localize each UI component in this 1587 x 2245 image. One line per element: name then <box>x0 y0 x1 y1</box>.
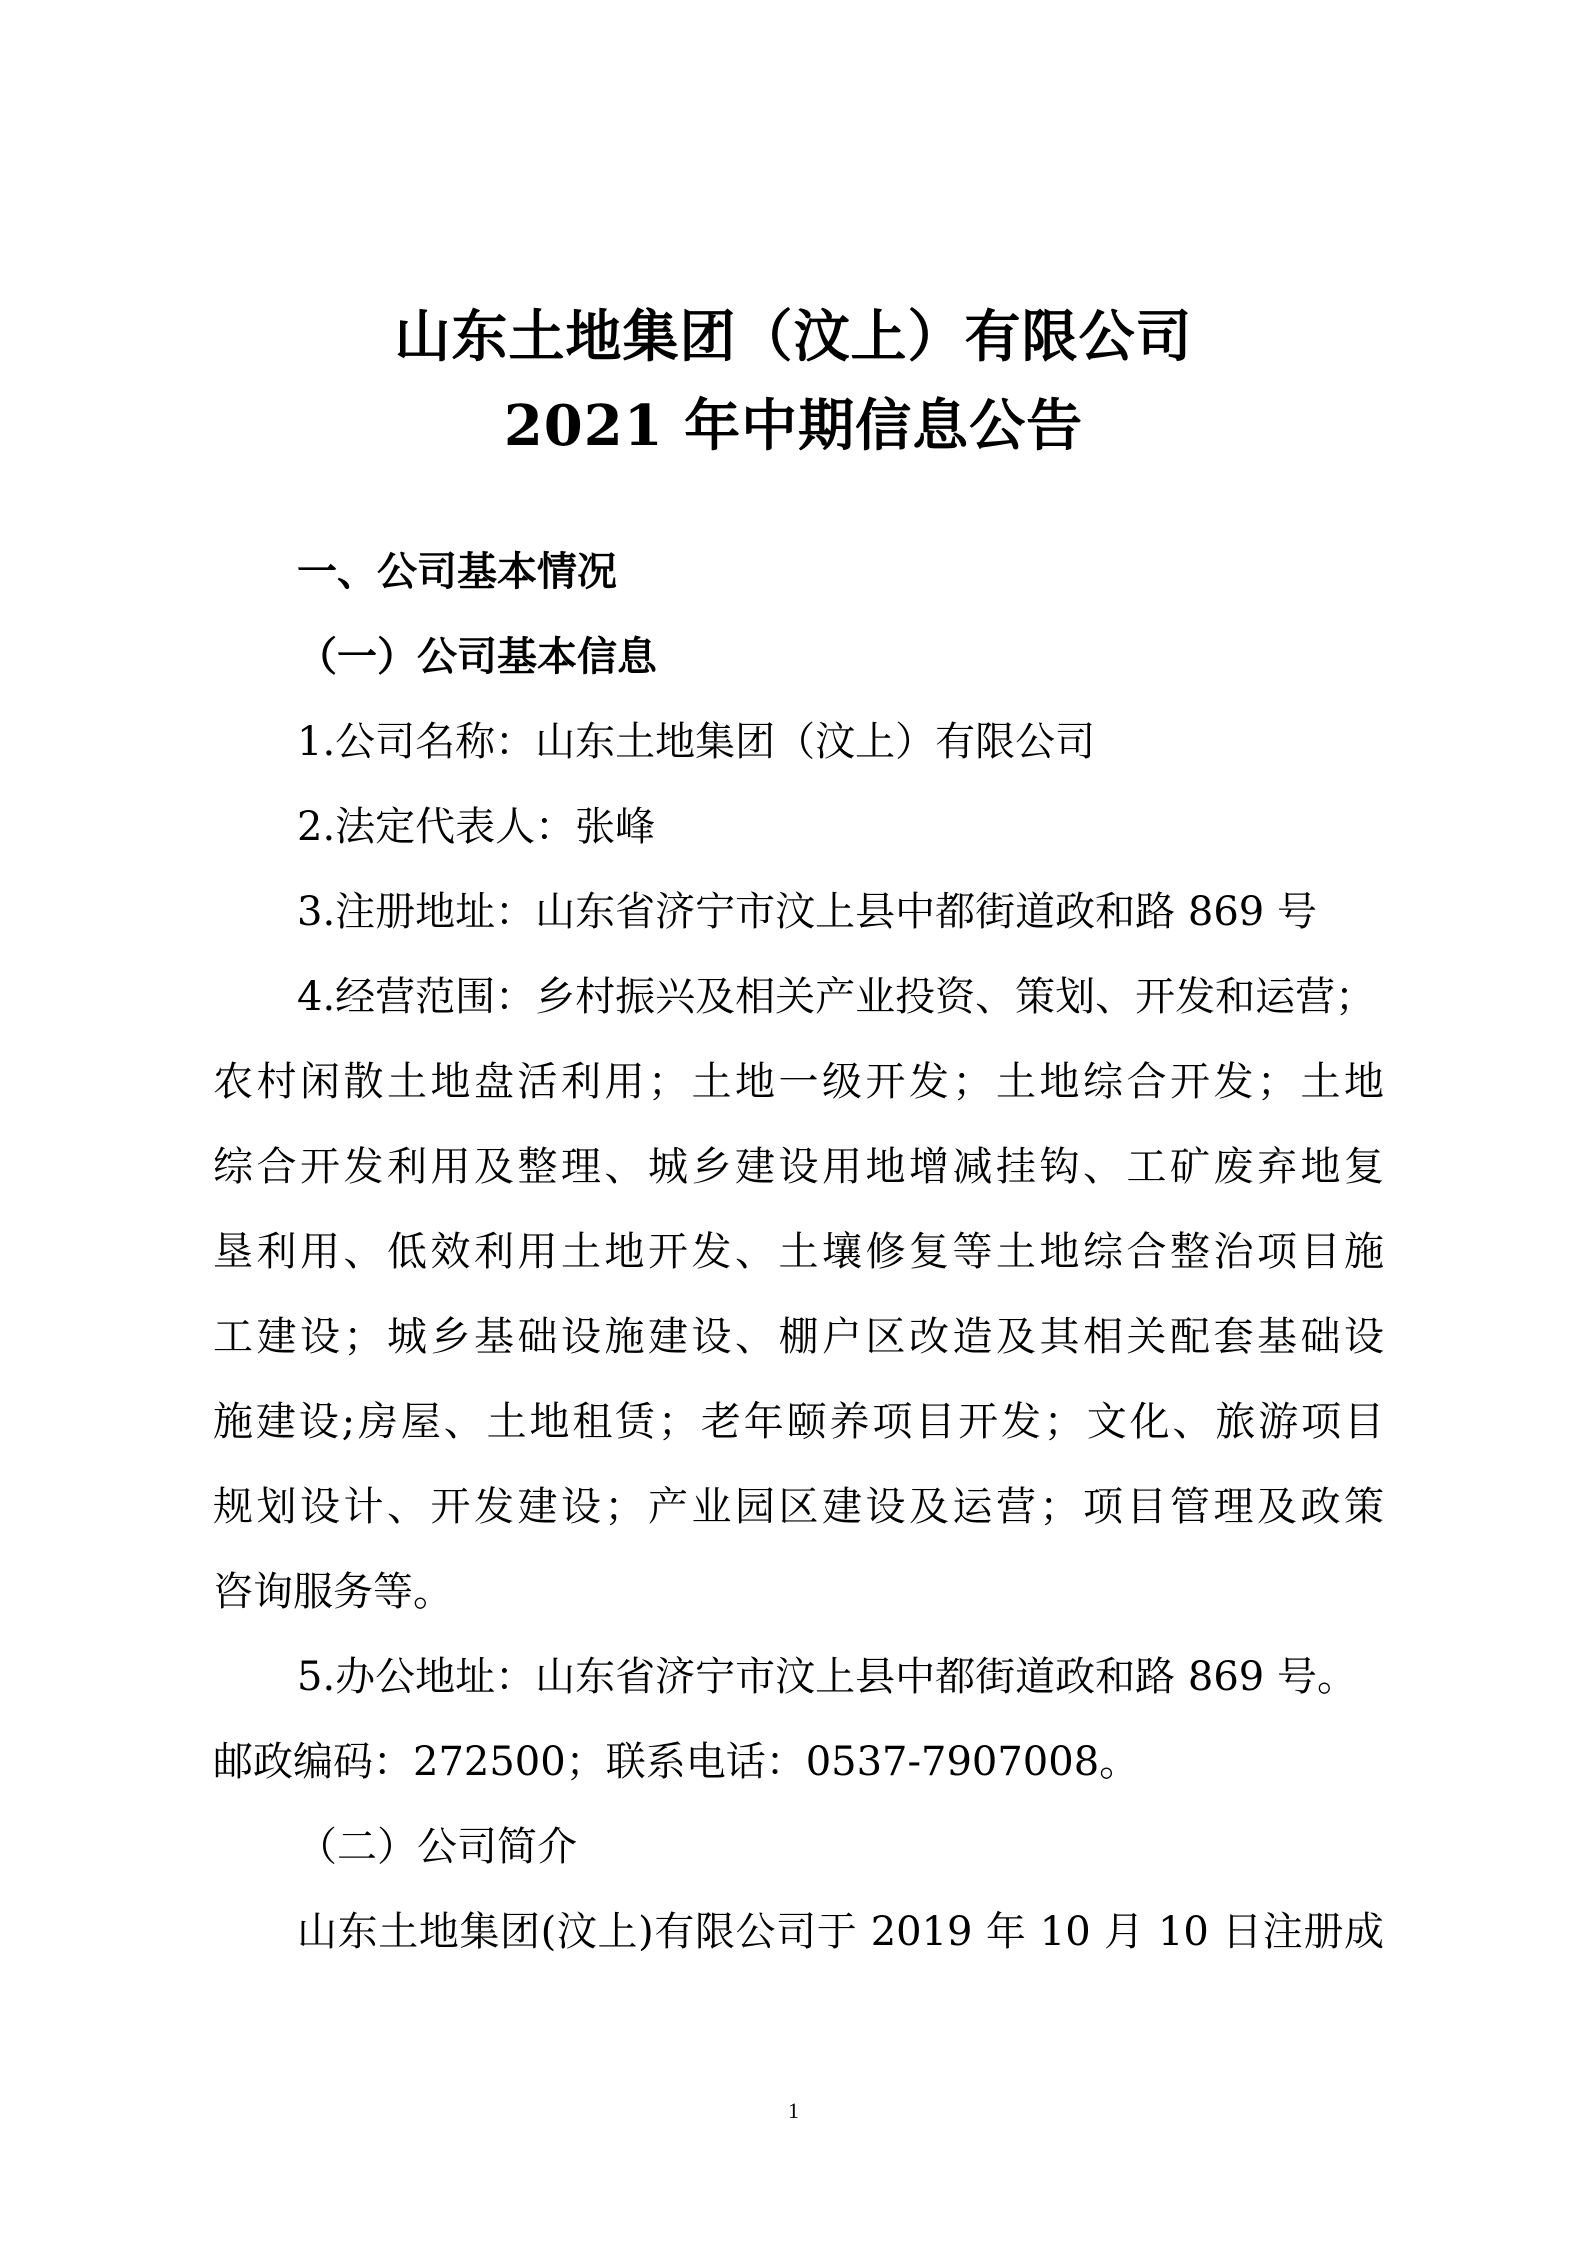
business-scope-line: 咨询服务等。 <box>213 1569 453 1615</box>
subsection-heading-company-intro: （二）公司简介 <box>297 1824 577 1870</box>
info-item-company-name: 1.公司名称：山东土地集团（汶上）有限公司 <box>297 719 1096 765</box>
info-item-legal-representative: 2.法定代表人：张峰 <box>297 804 656 850</box>
business-scope-line: 农村闲散土地盘活利用；土地一级开发；土地综合开发；土地 <box>213 1059 1384 1105</box>
page-number: 1 <box>788 2098 799 2123</box>
info-item-postal-phone: 邮政编码：272500；联系电话：0537-7907008。 <box>213 1739 1140 1785</box>
business-scope-line: 4.经营范围：乡村振兴及相关产业投资、策划、开发和运营； <box>297 974 1376 1020</box>
info-item-registered-address: 3.注册地址：山东省济宁市汶上县中都街道政和路 869 号 <box>297 889 1317 935</box>
info-item-office-address: 5.办公地址：山东省济宁市汶上县中都街道政和路 869 号。 <box>297 1654 1357 1700</box>
business-scope-line: 规划设计、开发建设；产业园区建设及运营；项目管理及政策 <box>213 1484 1384 1530</box>
company-intro-line: 山东土地集团(汶上)有限公司于 2019 年 10 月 10 日注册成 <box>297 1909 1384 1955</box>
business-scope-line: 施建设;房屋、土地租赁；老年颐养项目开发；文化、旅游项目 <box>213 1399 1384 1445</box>
section-heading-company-basics: 一、公司基本情况 <box>297 549 617 595</box>
document-title-line1: 山东土地集团（汶上）有限公司 <box>394 304 1193 370</box>
subsection-heading-basic-info: （一）公司基本信息 <box>297 634 657 680</box>
business-scope-line: 垦利用、低效利用土地开发、土壤修复等土地综合整治项目施 <box>213 1229 1384 1275</box>
document-title-line2: 2021 年中期信息公告 <box>503 393 1084 459</box>
business-scope-line: 综合开发利用及整理、城乡建设用地增减挂钩、工矿废弃地复 <box>213 1144 1384 1190</box>
business-scope-line: 工建设；城乡基础设施建设、棚户区改造及其相关配套基础设 <box>213 1314 1384 1360</box>
